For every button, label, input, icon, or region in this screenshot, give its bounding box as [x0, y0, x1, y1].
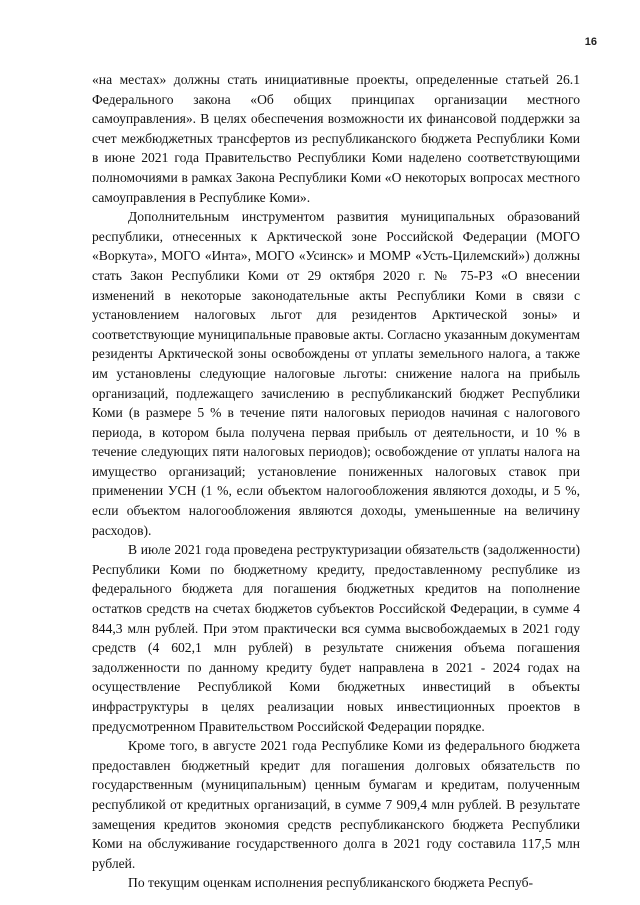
- paragraph-current-estimates: По текущим оценкам исполнения республиканского бюджета Респуб-: [128, 875, 534, 891]
- paragraph-budget-credit: Кроме того, в августе 2021 года Республике Коми из федерального бюджета предоставлен бюджетный кредит для погашения долговых обязательств по государственным (муниципальным) ценным бумагам и кредитам, полученным республикой от кредитных организаций, в сумме 7 909,4 млн рублей. В результате замещения кредитов экономия средств республиканского бюджета Республики Коми на обслуживание государственного долга в 2021 году составила 117,5 млн рублей.: [92, 738, 580, 871]
- page-number: 16: [584, 36, 597, 48]
- paragraph-local-initiatives: «на местах» должны стать инициативные проекты, определенные статьей 26.1 Федерального закона «Об общих принципах организации местного самоуправления». В целях обеспечения возможности их финансовой поддержки за счет межбюджетных трансфертов из республиканского бюджета Республики Коми в июне 2021 года Правительство Республики Коми наделено соответствующими полномочиями в рамках Закона Республики Коми «О некоторых вопросах местного самоуправления в Республике Коми».: [92, 72, 580, 205]
- paragraph-debt-restructuring: В июле 2021 года проведена реструктуризации обязательств (задолженности) Республики Коми по бюджетному кредиту, предоставленному республике из федерального бюджета для погашения бюджетных кредитов на пополнение остатков средств на счетах бюджетов субъектов Российской Федерации, в сумме 4 844,3 млн рублей. При этом практически вся сумма высвобождаемых в 2021 году средств (4 602,1 млн рублей) в результате снижения объема погашения задолженности по данному кредиту будет направлена в 2021 - 2024 годах на осуществление Республикой Коми бюджетных инвестиций в объекты инфраструктуры в целях реализации новых инвестиционных проектов в предусмотренном Правительством Российской Федерации порядке.: [92, 542, 580, 734]
- paragraph-arctic-zone: Дополнительным инструментом развития муниципальных образований республики, отнесенных к Арктической зоне Российской Федерации (МОГО «Воркута», МОГО «Инта», МОГО «Усинск» и МОМР «Усть-Цилемский») должны стать Закон Республики Коми от 29 октября 2020 г. № 75-РЗ «О внесении изменений в некоторые законодательные акты Республики Коми в связи с установлением налоговых льгот для резидентов Арктической зоны» и соответствующие муниципальные правовые акты. Согласно указанным документам резиденты Арктической зоны освобождены от уплаты земельного налога, а также им установлены следующие налоговые льготы: снижение налога на прибыль организаций, подлежащего зачислению в республиканский бюджет Республики Коми (в размере 5 % в течение пяти налоговых периодов начиная с налогового периода, в котором была получена первая прибыль от деятельности, и 10 % в течение следующих пяти налоговых периодов); освобождение от уплаты налога на имущество организаций; установление пониженных налоговых ставок при применении УСН (1 %, если объектом налогообложения являются доходы, и 5 %, если объектом налогообложения являются доходы, уменьшенные на величину расходов).: [92, 209, 580, 538]
- document-body: [92, 70, 580, 893]
